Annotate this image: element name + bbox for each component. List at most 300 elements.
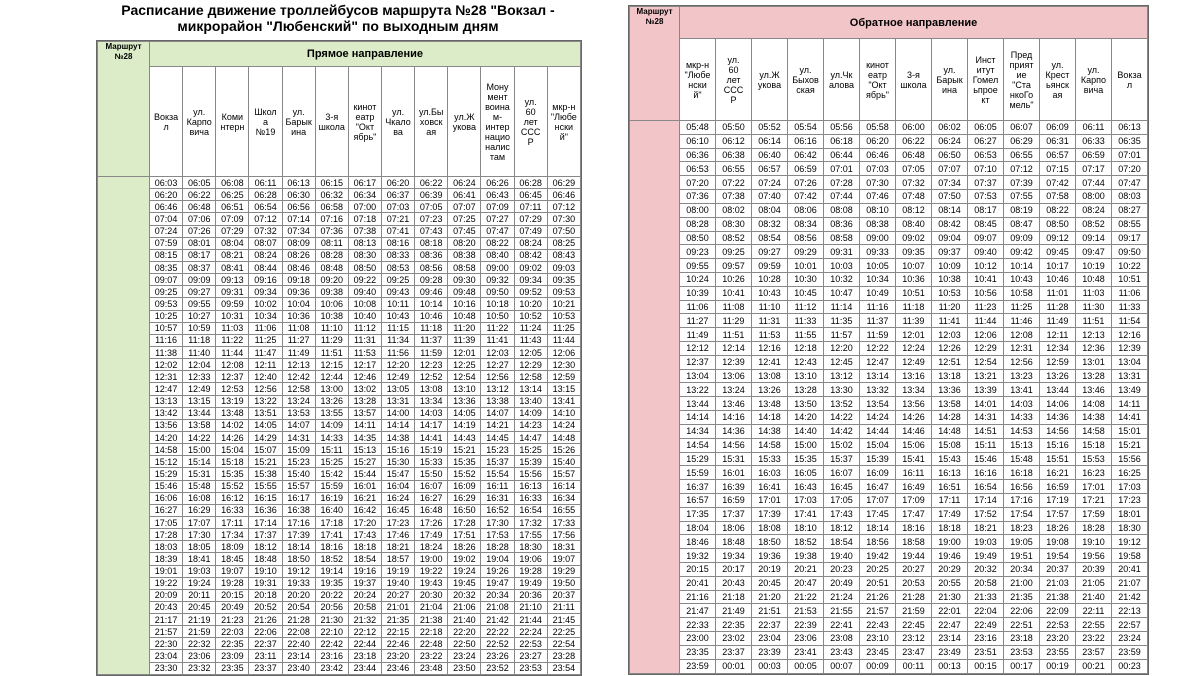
time-cell: 17:41 [788,507,824,521]
time-cell: 07:44 [1076,176,1112,190]
time-cell: 06:31 [1040,134,1076,148]
time-cell: 08:04 [752,203,788,217]
time-cell: 08:07 [249,237,282,249]
time-cell: 15:40 [547,456,580,468]
time-cell: 18:30 [1112,521,1148,535]
time-cell: 14:48 [932,424,968,438]
table-row [98,565,581,577]
time-cell: 14:38 [752,424,788,438]
time-cell: 10:14 [415,298,448,310]
time-cell: 18:09 [216,541,249,553]
time-cell: 10:26 [716,272,752,286]
time-cell: 15:50 [415,468,448,480]
stop-header: Коми нтерн [216,67,249,177]
page-title: Расписание движение троллейбусов маршрута №28 "Вокзал - микрорайон "Любенский" по выходным дням [121,2,555,34]
time-cell: 08:12 [896,203,932,217]
time-cell: 17:49 [932,507,968,521]
time-cell: 18:21 [968,521,1004,535]
table-row [630,563,1148,577]
time-cell: 16:56 [1004,480,1040,494]
time-cell: 15:08 [932,438,968,452]
time-cell: 21:01 [381,601,414,613]
time-cell: 09:53 [547,286,580,298]
time-cell: 06:43 [481,189,514,201]
time-cell: 06:35 [1112,134,1148,148]
time-cell: 12:33 [183,371,216,383]
time-cell: 19:14 [315,565,348,577]
time-cell: 23:00 [680,632,716,646]
time-cell: 15:11 [315,444,348,456]
time-cell: 19:50 [547,577,580,589]
time-cell: 09:23 [680,245,716,259]
time-cell: 16:45 [824,480,860,494]
time-cell: 11:31 [752,314,788,328]
time-cell: 09:31 [216,286,249,298]
time-cell: 20:45 [183,601,216,613]
time-cell: 07:50 [547,225,580,237]
time-cell: 17:09 [896,493,932,507]
time-cell: 17:49 [415,529,448,541]
time-cell: 10:49 [860,286,896,300]
time-cell: 14:56 [716,438,752,452]
time-cell: 14:33 [315,431,348,443]
time-cell: 13:34 [896,383,932,397]
time-cell: 07:12 [1004,162,1040,176]
time-cell: 14:29 [249,431,282,443]
time-cell: 19:04 [481,553,514,565]
direction-header: Обратное направление [680,7,1148,39]
time-cell: 08:40 [481,249,514,261]
time-cell: 18:45 [216,553,249,565]
table-row [98,177,581,189]
time-cell: 17:01 [752,493,788,507]
time-cell: 23:24 [448,650,481,662]
time-cell: 08:08 [824,203,860,217]
time-cell: 08:26 [282,249,315,261]
time-cell: 09:29 [788,245,824,259]
time-cell: 11:46 [1004,314,1040,328]
time-cell: 05:54 [788,121,824,135]
forward-direction-table [97,41,581,675]
time-cell: 16:21 [1040,466,1076,480]
time-cell: 14:22 [824,411,860,425]
time-cell: 07:38 [716,190,752,204]
time-cell: 21:30 [932,590,968,604]
time-cell: 20:23 [824,563,860,577]
time-cell: 12:31 [1004,342,1040,356]
time-cell: 20:34 [481,589,514,601]
time-cell: 16:16 [968,466,1004,480]
time-cell: 09:22 [348,274,381,286]
time-cell: 16:29 [183,504,216,516]
time-cell: 14:36 [1040,411,1076,425]
time-cell: 14:34 [680,424,716,438]
time-cell: 23:20 [381,650,414,662]
time-cell: 22:48 [415,638,448,650]
time-cell: 07:07 [448,201,481,213]
time-cell: 16:13 [514,480,547,492]
time-cell: 21:20 [752,590,788,604]
time-cell: 06:18 [824,134,860,148]
time-cell: 14:31 [282,431,315,443]
time-cell: 19:07 [216,565,249,577]
time-cell: 15:31 [716,452,752,466]
time-cell: 12:37 [216,371,249,383]
time-cell: 08:43 [547,249,580,261]
table-row [98,225,581,237]
time-cell: 08:33 [381,249,414,261]
time-cell: 17:52 [968,507,1004,521]
time-cell: 11:06 [249,322,282,334]
time-cell: 16:01 [716,466,752,480]
time-cell: 15:13 [348,444,381,456]
time-cell: 20:58 [348,601,381,613]
time-cell: 07:01 [1112,148,1148,162]
time-cell: 16:24 [381,492,414,504]
time-cell: 12:16 [1112,328,1148,342]
time-cell: 06:44 [824,148,860,162]
time-cell: 10:43 [1004,272,1040,286]
time-cell: 12:13 [1076,328,1112,342]
time-cell: 22:13 [1112,604,1148,618]
time-cell: 07:26 [788,176,824,190]
time-cell: 10:16 [448,298,481,310]
time-cell: 15:06 [896,438,932,452]
time-cell: 11:33 [788,314,824,328]
time-cell: 10:38 [932,272,968,286]
time-cell: 18:26 [1040,521,1076,535]
time-cell: 11:27 [680,314,716,328]
stop-header: ул. Карпо вича [183,67,216,177]
time-cell: 17:03 [1112,480,1148,494]
time-cell: 23:45 [860,645,896,659]
stop-header: ул.Ж укова [752,39,788,121]
time-cell: 14:08 [1076,397,1112,411]
time-cell: 12:05 [514,346,547,358]
time-cell: 14:31 [968,411,1004,425]
time-cell: 15:38 [249,468,282,480]
time-cell: 08:21 [216,249,249,261]
table-row [630,480,1148,494]
time-cell: 00:03 [752,659,788,673]
time-cell: 23:43 [824,645,860,659]
time-cell: 07:00 [348,201,381,213]
time-cell: 19:56 [1076,549,1112,563]
time-cell: 12:53 [216,383,249,395]
time-cell: 18:58 [896,535,932,549]
time-cell: 08:24 [1076,203,1112,217]
time-cell: 18:21 [381,541,414,553]
time-cell: 13:04 [1112,355,1148,369]
time-cell: 05:50 [716,121,752,135]
time-cell: 14:23 [514,419,547,431]
table-row [98,286,581,298]
time-cell: 07:03 [860,162,896,176]
time-cell: 13:31 [381,395,414,407]
time-cell: 08:36 [415,249,448,261]
time-cell: 17:21 [1076,493,1112,507]
time-cell: 12:24 [896,342,932,356]
time-cell: 11:54 [1112,314,1148,328]
time-cell: 00:05 [788,659,824,673]
time-cell: 10:40 [348,310,381,322]
time-cell: 17:53 [481,529,514,541]
time-cell: 00:15 [968,659,1004,673]
time-cell: 06:00 [896,121,932,135]
time-cell: 15:04 [860,438,896,452]
time-cell: 18:54 [824,535,860,549]
time-cell: 11:44 [216,346,249,358]
time-cell: 08:56 [788,231,824,245]
time-cell: 19:01 [150,565,183,577]
time-cell: 11:12 [348,322,381,334]
time-cell: 07:34 [282,225,315,237]
time-cell: 08:13 [348,237,381,249]
time-cell: 12:20 [381,359,414,371]
time-cell: 20:51 [860,576,896,590]
time-cell: 07:17 [1076,162,1112,176]
time-cell: 21:59 [183,626,216,638]
time-cell: 19:16 [348,565,381,577]
time-cell: 08:10 [860,203,896,217]
time-cell: 06:45 [514,189,547,201]
time-cell: 11:10 [752,300,788,314]
time-cell: 22:53 [1040,618,1076,632]
time-cell: 09:18 [282,274,315,286]
time-cell: 18:03 [150,541,183,553]
time-cell: 15:51 [1040,452,1076,466]
time-cell: 13:49 [1112,383,1148,397]
time-cell: 08:58 [824,231,860,245]
time-cell: 13:34 [415,395,448,407]
time-cell: 07:50 [932,190,968,204]
time-cell: 22:52 [481,638,514,650]
time-cell: 23:28 [547,650,580,662]
time-cell: 15:56 [1112,452,1148,466]
time-cell: 12:42 [282,371,315,383]
time-cell: 14:41 [1112,411,1148,425]
time-cell: 06:57 [1040,148,1076,162]
time-cell: 06:33 [1076,134,1112,148]
time-cell: 19:10 [1076,535,1112,549]
time-cell: 17:23 [1112,493,1148,507]
time-cell: 06:20 [860,134,896,148]
time-cell: 15:07 [249,444,282,456]
time-cell: 06:22 [896,134,932,148]
table-row [630,645,1148,659]
time-cell: 23:12 [896,632,932,646]
time-cell: 20:41 [680,576,716,590]
time-cell: 17:19 [1040,493,1076,507]
time-cell: 23:24 [1112,632,1148,646]
time-cell: 07:25 [448,213,481,225]
time-cell: 07:44 [824,190,860,204]
time-cell: 16:45 [381,504,414,516]
time-cell: 11:39 [896,314,932,328]
table-row [98,638,581,650]
time-cell: 13:53 [282,407,315,419]
time-cell: 11:47 [249,346,282,358]
time-cell: 19:49 [514,577,547,589]
time-cell: 19:22 [150,577,183,589]
time-cell: 10:31 [216,310,249,322]
time-cell: 06:27 [968,134,1004,148]
time-cell: 10:58 [1004,286,1040,300]
time-cell: 14:06 [1040,397,1076,411]
time-cell: 11:08 [282,322,315,334]
stop-header: ул.Чк алова [824,39,860,121]
time-cell: 19:38 [788,549,824,563]
time-cell: 12:46 [348,371,381,383]
time-cell: 21:11 [547,601,580,613]
time-cell: 16:41 [752,480,788,494]
table-row [98,456,581,468]
time-cell: 09:48 [448,286,481,298]
time-cell: 22:12 [348,626,381,638]
time-cell: 11:56 [381,346,414,358]
time-cell: 11:59 [860,328,896,342]
time-cell: 12:03 [932,328,968,342]
time-cell: 15:33 [752,452,788,466]
time-cell: 22:20 [448,626,481,638]
time-cell: 18:39 [150,553,183,565]
table-row [98,650,581,662]
time-cell: 11:39 [448,334,481,346]
time-cell: 14:53 [1004,424,1040,438]
time-cell: 19:24 [448,565,481,577]
time-cell: 07:12 [249,213,282,225]
time-cell: 09:27 [183,286,216,298]
time-cell: 10:59 [183,322,216,334]
table-row [630,355,1148,369]
time-cell: 13:41 [1004,383,1040,397]
time-cell: 09:07 [968,231,1004,245]
table-row [98,407,581,419]
time-cell: 13:22 [249,395,282,407]
time-cell: 19:03 [183,565,216,577]
time-cell: 13:04 [680,369,716,383]
time-cell: 13:24 [282,395,315,407]
time-cell: 21:57 [860,604,896,618]
time-cell: 15:59 [680,466,716,480]
time-cell: 10:48 [1076,272,1112,286]
time-cell: 11:51 [1076,314,1112,328]
time-cell: 12:59 [547,371,580,383]
time-cell: 06:57 [752,162,788,176]
time-cell: 21:00 [1004,576,1040,590]
time-cell: 06:40 [752,148,788,162]
time-cell: 11:55 [788,328,824,342]
time-cell: 17:56 [547,529,580,541]
time-cell: 23:35 [680,645,716,659]
time-cell: 17:07 [183,516,216,528]
table-row [98,395,581,407]
time-cell: 14:09 [514,407,547,419]
time-cell: 08:00 [680,203,716,217]
time-cell: 12:15 [315,359,348,371]
time-cell: 11:03 [1076,286,1112,300]
time-cell: 09:09 [1004,231,1040,245]
table-row [630,424,1148,438]
time-cell: 08:56 [415,261,448,273]
table-row [98,310,581,322]
time-cell: 17:34 [216,529,249,541]
time-cell: 22:57 [1112,618,1148,632]
time-cell: 10:57 [150,322,183,334]
time-cell: 08:17 [968,203,1004,217]
time-cell: 23:57 [1076,645,1112,659]
time-cell: 12:34 [1040,342,1076,356]
time-cell: 13:32 [860,383,896,397]
time-cell: 20:18 [249,589,282,601]
time-cell: 14:51 [968,424,1004,438]
time-cell: 08:24 [249,249,282,261]
time-cell: 22:37 [752,618,788,632]
time-cell: 09:13 [216,274,249,286]
time-cell: 22:54 [547,638,580,650]
time-cell: 14:05 [448,407,481,419]
time-cell: 06:12 [716,134,752,148]
time-cell: 12:47 [150,383,183,395]
time-cell: 20:45 [752,576,788,590]
time-cell: 20:53 [896,576,932,590]
time-cell: 16:19 [315,492,348,504]
table-row [630,549,1148,563]
time-cell: 15:57 [547,468,580,480]
time-cell: 06:41 [448,189,481,201]
time-cell: 22:44 [348,638,381,650]
time-cell: 23:16 [968,632,1004,646]
time-cell: 12:56 [249,383,282,395]
time-cell: 08:01 [183,237,216,249]
time-cell: 12:49 [183,383,216,395]
time-cell: 13:44 [680,397,716,411]
time-cell: 20:37 [1040,563,1076,577]
time-cell: 11:10 [315,322,348,334]
time-cell: 06:10 [680,134,716,148]
stop-header: ул.Бы ховск ая [415,67,448,177]
time-cell: 23:14 [932,632,968,646]
time-cell: 21:38 [1040,590,1076,604]
time-cell: 10:22 [1112,259,1148,273]
time-cell: 11:12 [788,300,824,314]
stop-header: Мону мент воина м- интер нацио налис там [481,67,514,177]
time-cell: 11:51 [716,328,752,342]
time-cell: 23:53 [1004,645,1040,659]
time-cell: 08:09 [282,237,315,249]
time-cell: 21:38 [415,614,448,626]
time-cell: 16:52 [481,504,514,516]
time-cell: 09:57 [716,259,752,273]
time-cell: 15:43 [932,452,968,466]
time-cell: 07:37 [968,176,1004,190]
time-cell: 08:14 [932,203,968,217]
time-cell: 18:30 [514,541,547,553]
time-cell: 14:42 [824,424,860,438]
time-cell: 18:46 [680,535,716,549]
time-cell: 19:46 [932,549,968,563]
time-cell: 08:30 [348,249,381,261]
time-cell: 21:24 [824,590,860,604]
table-row [98,504,581,516]
time-cell: 08:53 [381,261,414,273]
time-cell: 08:52 [1076,217,1112,231]
time-cell: 13:14 [514,383,547,395]
stop-header: Школ а №19 [249,67,282,177]
time-cell: 15:02 [824,438,860,452]
time-cell: 22:32 [183,638,216,650]
time-cell: 22:53 [514,638,547,650]
